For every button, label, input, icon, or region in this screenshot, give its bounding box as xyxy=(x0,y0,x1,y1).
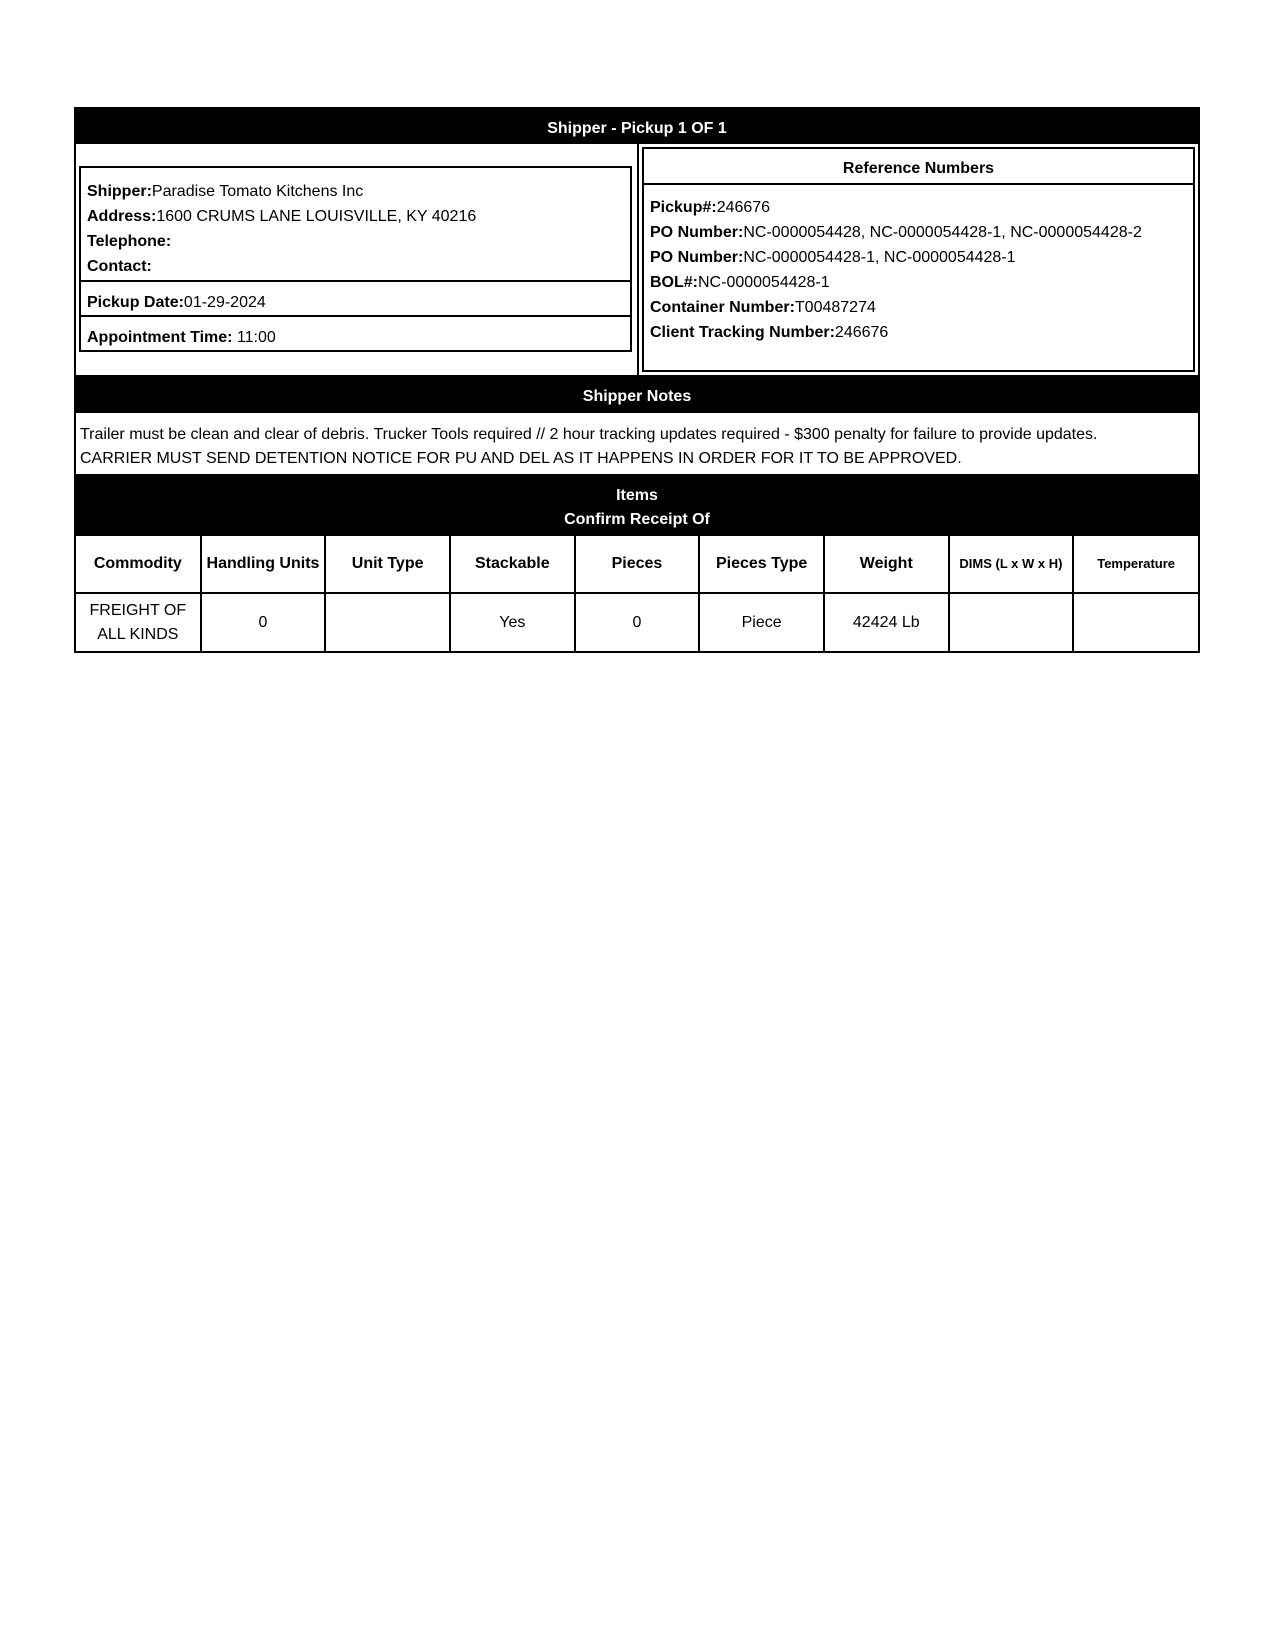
reference-row xyxy=(650,320,1187,345)
table-cell xyxy=(949,593,1074,651)
reference-column xyxy=(639,144,1198,375)
table-cell: 0 xyxy=(201,593,326,651)
shipper-label: Shipper: xyxy=(87,183,152,200)
reference-label: Client Tracking Number: xyxy=(650,324,835,341)
pickup-document xyxy=(74,107,1200,653)
items-header xyxy=(76,474,1198,536)
table-cell: 42424 Lb xyxy=(824,593,949,651)
reference-row xyxy=(650,195,1187,220)
reference-row xyxy=(650,220,1187,245)
shipper-details xyxy=(81,168,630,280)
shipper-notes-title: Shipper Notes xyxy=(76,375,1198,413)
contact-line xyxy=(87,254,624,279)
table-cell: Piece xyxy=(699,593,824,651)
reference-row xyxy=(650,245,1187,270)
contact-label: Contact: xyxy=(87,258,152,275)
pickup-date-label: Pickup Date: xyxy=(87,294,184,311)
telephone-label: Telephone: xyxy=(87,233,172,250)
shipper-info-box xyxy=(79,166,632,352)
shipper-reference-section xyxy=(76,144,1198,375)
table-row xyxy=(76,593,1198,651)
items-subtitle: Confirm Receipt Of xyxy=(564,511,710,528)
shipper-line xyxy=(87,179,624,204)
document-title: Shipper - Pickup 1 OF 1 xyxy=(76,107,1198,144)
reference-row xyxy=(650,270,1187,295)
shipper-value: Paradise Tomato Kitchens Inc xyxy=(151,183,364,200)
shipper-column xyxy=(76,144,639,375)
reference-numbers-box xyxy=(642,147,1195,372)
reference-row xyxy=(650,295,1187,320)
reference-value: 246676 xyxy=(834,324,889,341)
reference-label: BOL#: xyxy=(650,274,698,291)
shipper-notes-text xyxy=(76,413,1198,474)
column-header: Weight xyxy=(824,536,949,593)
reference-value: NC-0000054428, NC-0000054428-1, NC-0000054428-2 xyxy=(743,224,1142,241)
notes-line: CARRIER MUST SEND DETENTION NOTICE FOR PU AND DEL AS IT HAPPENS IN ORDER FOR IT TO BE APPROVED. xyxy=(80,450,962,467)
items-header-row xyxy=(76,536,1198,593)
table-cell: Yes xyxy=(450,593,575,651)
reference-numbers-list xyxy=(644,185,1193,345)
reference-label: PO Number: xyxy=(650,249,744,266)
reference-value: 246676 xyxy=(716,199,771,216)
reference-value: NC-0000054428-1, NC-0000054428-1 xyxy=(743,249,1016,266)
table-cell: FREIGHT OF ALL KINDS xyxy=(76,593,201,651)
notes-line: Trailer must be clean and clear of debris. Trucker Tools required // 2 hour tracking updates required - $300 penalty for failure to provide updates. xyxy=(80,426,1098,443)
appointment-time-label: Appointment Time: xyxy=(87,329,233,346)
column-header: Stackable xyxy=(450,536,575,593)
appointment-time-row xyxy=(81,315,630,350)
column-header: Temperature xyxy=(1073,536,1198,593)
reference-label: Pickup#: xyxy=(650,199,717,216)
telephone-line xyxy=(87,229,624,254)
reference-numbers-title: Reference Numbers xyxy=(644,149,1193,185)
address-label: Address: xyxy=(87,208,157,225)
reference-value: T00487274 xyxy=(794,299,876,316)
pickup-date-value: 01-29-2024 xyxy=(183,294,266,311)
address-line xyxy=(87,204,624,229)
table-cell xyxy=(1073,593,1198,651)
column-header: Pieces Type xyxy=(699,536,824,593)
reference-label: PO Number: xyxy=(650,224,744,241)
reference-label: Container Number: xyxy=(650,299,795,316)
column-header: DIMS (L x W x H) xyxy=(949,536,1074,593)
items-table xyxy=(76,536,1198,651)
table-cell: 0 xyxy=(575,593,700,651)
address-value: 1600 CRUMS LANE LOUISVILLE, KY 40216 xyxy=(156,208,477,225)
appointment-time-value: 11:00 xyxy=(232,329,276,346)
column-header: Commodity xyxy=(76,536,201,593)
reference-value: NC-0000054428-1 xyxy=(698,274,830,291)
column-header: Pieces xyxy=(575,536,700,593)
column-header: Handling Units xyxy=(201,536,326,593)
items-title: Items xyxy=(616,487,658,504)
pickup-date-row xyxy=(81,280,630,315)
column-header: Unit Type xyxy=(325,536,450,593)
table-cell xyxy=(325,593,450,651)
